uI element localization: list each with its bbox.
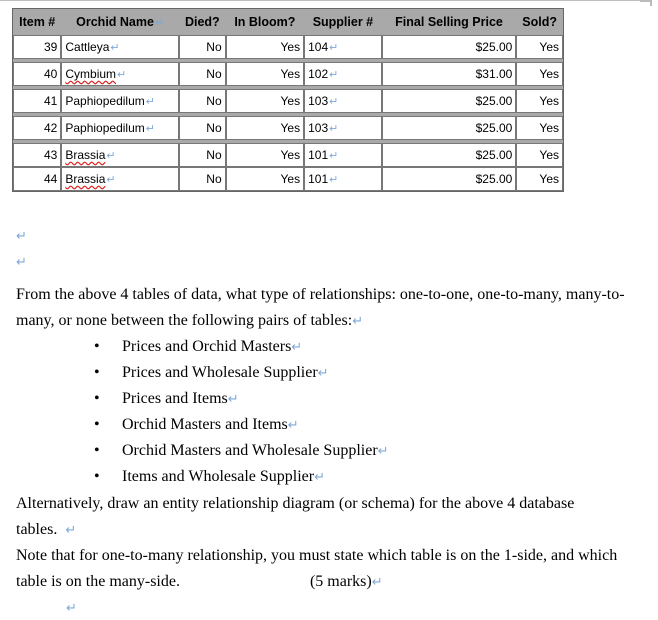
cell-orchid-name: Cymbium↵ bbox=[61, 62, 179, 86]
paragraph-mark-icon: ↵ bbox=[65, 522, 77, 537]
paragraph-mark-icon: ↵ bbox=[291, 339, 303, 354]
cell-in-bloom: Yes bbox=[226, 35, 304, 59]
list-item: • Orchid Masters and Items↵ bbox=[94, 412, 389, 438]
return-mark-icon: ↵ bbox=[145, 123, 155, 135]
cell-died: No bbox=[179, 35, 226, 59]
table-row bbox=[13, 143, 563, 167]
header-final-selling-price: Final Selling Price bbox=[382, 9, 517, 35]
cell-sold: Yes bbox=[516, 143, 563, 167]
cell-final-selling-price: $31.00 bbox=[382, 62, 517, 86]
paragraph-mark-icon: ↵ bbox=[16, 254, 27, 269]
table-row bbox=[13, 62, 563, 86]
question-paragraph: From the above 4 tables of data, what type of relationships: one-to-one, one-to-many, many-to-many, or none between the following pairs of tables:↵ bbox=[16, 286, 625, 329]
cell-sold: Yes bbox=[516, 35, 563, 59]
items-table bbox=[12, 8, 564, 192]
cell-in-bloom: Yes bbox=[226, 116, 304, 140]
paragraph-mark-icon: ↵ bbox=[314, 469, 326, 484]
return-mark-icon: ↵ bbox=[110, 42, 120, 54]
cell-orchid-name: Brassia↵ bbox=[61, 143, 179, 167]
cell-in-bloom: Yes bbox=[226, 89, 304, 113]
cell-final-selling-price: $25.00 bbox=[382, 89, 517, 113]
cell-supplier-number: 104↵ bbox=[304, 35, 382, 59]
table-row bbox=[13, 35, 563, 59]
cell-sold: Yes bbox=[516, 62, 563, 86]
header-died: Died? bbox=[179, 9, 226, 35]
table-row bbox=[13, 89, 563, 113]
cell-item-number: 39 bbox=[13, 35, 61, 59]
cell-item-number: 40 bbox=[13, 62, 61, 86]
header-sold: Sold? bbox=[516, 9, 563, 35]
table-row bbox=[13, 116, 563, 140]
cell-died: No bbox=[179, 167, 226, 191]
list-item: • Prices and Orchid Masters↵ bbox=[94, 334, 389, 360]
marks-label: (5 marks) bbox=[309, 573, 372, 590]
cell-item-number: 44 bbox=[13, 167, 61, 191]
return-mark-icon: ↵ bbox=[329, 69, 339, 81]
list-item: • Orchid Masters and Wholesale Supplier↵ bbox=[94, 438, 389, 464]
cell-supplier-number: 103↵ bbox=[304, 116, 382, 140]
header-in-bloom: In Bloom? bbox=[226, 9, 304, 35]
cell-died: No bbox=[179, 116, 226, 140]
cell-sold: Yes bbox=[516, 116, 563, 140]
return-mark-icon: ↵ bbox=[154, 17, 165, 29]
cell-final-selling-price: $25.00 bbox=[382, 167, 517, 191]
return-mark-icon: ↵ bbox=[106, 150, 116, 162]
page-corner-mark bbox=[640, 0, 652, 6]
header-item-number: Item # bbox=[13, 9, 61, 35]
header-supplier-number: Supplier # bbox=[304, 9, 382, 35]
cell-orchid-name: Cattleya↵ bbox=[61, 35, 179, 59]
cell-item-number: 41 bbox=[13, 89, 61, 113]
return-mark-icon: ↵ bbox=[329, 42, 339, 54]
note-paragraph: Note that for one-to-many relationship, you must state which table is on the 1-side, and which table is on the many-side. (5 marks)↵ bbox=[16, 543, 646, 595]
return-mark-icon: ↵ bbox=[106, 174, 116, 186]
return-mark-icon: ↵ bbox=[329, 96, 339, 108]
list-item: • Prices and Items↵ bbox=[94, 386, 389, 412]
page-top-rule bbox=[0, 0, 640, 1]
cell-in-bloom: Yes bbox=[226, 62, 304, 86]
cell-supplier-number: 101↵ bbox=[304, 143, 382, 167]
paragraph-mark-icon: ↵ bbox=[227, 391, 239, 406]
paragraph-mark-icon: ↵ bbox=[287, 417, 299, 432]
paragraph-mark-icon: ↵ bbox=[66, 600, 77, 615]
return-mark-icon: ↵ bbox=[329, 123, 339, 135]
list-item: • Items and Wholesale Supplier↵ bbox=[94, 464, 389, 490]
cell-died: No bbox=[179, 143, 226, 167]
cell-final-selling-price: $25.00 bbox=[382, 143, 517, 167]
paragraph-mark-icon: ↵ bbox=[371, 574, 383, 589]
paragraph-mark-icon: ↵ bbox=[16, 228, 27, 243]
cell-died: No bbox=[179, 89, 226, 113]
cell-sold: Yes bbox=[516, 89, 563, 113]
cell-supplier-number: 103↵ bbox=[304, 89, 382, 113]
cell-item-number: 43 bbox=[13, 143, 61, 167]
table-row bbox=[13, 167, 563, 191]
return-mark-icon: ↵ bbox=[145, 96, 155, 108]
cell-orchid-name: Paphiopedilum↵ bbox=[61, 116, 179, 140]
return-mark-icon: ↵ bbox=[329, 150, 339, 162]
return-mark-icon: ↵ bbox=[117, 69, 127, 81]
cell-supplier-number: 101↵ bbox=[304, 167, 382, 191]
return-mark-icon: ↵ bbox=[329, 174, 339, 186]
header-orchid-name: Orchid Name↵ bbox=[61, 9, 179, 35]
table-pairs-list bbox=[94, 334, 389, 490]
list-item: • Prices and Wholesale Supplier↵ bbox=[94, 360, 389, 386]
cell-sold: Yes bbox=[516, 167, 563, 191]
cell-supplier-number: 102↵ bbox=[304, 62, 382, 86]
cell-orchid-name: Brassia↵ bbox=[61, 167, 179, 191]
paragraph-mark-icon: ↵ bbox=[317, 365, 329, 380]
cell-in-bloom: Yes bbox=[226, 167, 304, 191]
cell-in-bloom: Yes bbox=[226, 143, 304, 167]
paragraph-mark-icon: ↵ bbox=[377, 443, 389, 458]
cell-orchid-name: Paphiopedilum↵ bbox=[61, 89, 179, 113]
cell-item-number: 42 bbox=[13, 116, 61, 140]
cell-died: No bbox=[179, 62, 226, 86]
alternative-paragraph: Alternatively, draw an entity relationship diagram (or schema) for the above 4 database tables. ↵ bbox=[16, 495, 575, 538]
cell-final-selling-price: $25.00 bbox=[382, 116, 517, 140]
table-header-row bbox=[13, 9, 563, 35]
cell-final-selling-price: $25.00 bbox=[382, 35, 517, 59]
paragraph-mark-icon: ↵ bbox=[352, 313, 364, 328]
